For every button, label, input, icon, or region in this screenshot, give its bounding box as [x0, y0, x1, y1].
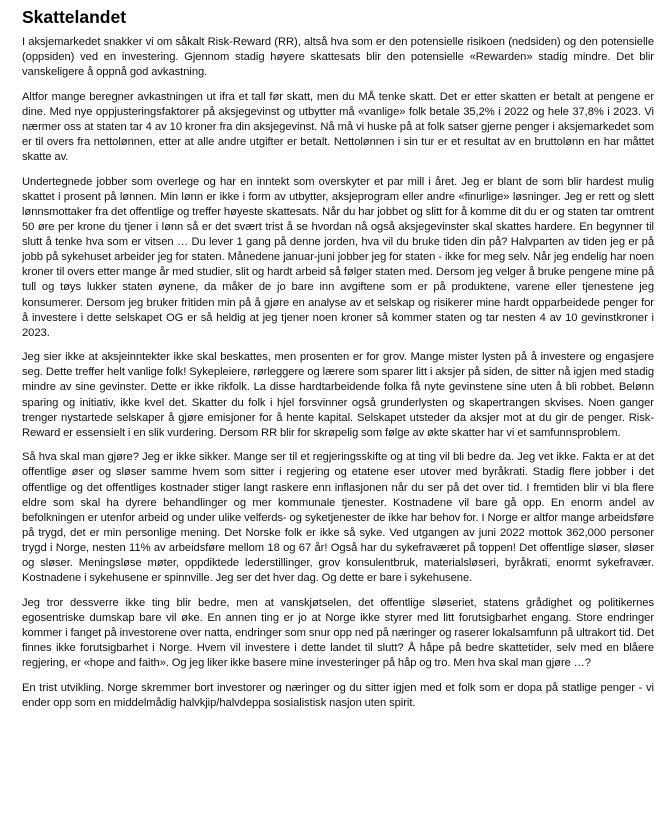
paragraph-conclusion: En trist utvikling. Norge skremmer bort investorer og næringer og du sitter igjen med et folk som er dopa på statlige penger - vi ender opp som en middelmådig halvkjip/halvdeppa sosialistisk nasjon uten spirit.	[22, 681, 654, 709]
document-title: Skattelandet	[22, 7, 127, 27]
paragraph-tax-on-returns: Altfor mange beregner avkastningen ut ifra et tall før skatt, men du MÅ tenke skatt. Det er etter skatten er betalt at pengene er dine. Med nye oppjusteringsfaktorer på aksjegevinst og utbytter må «vanlige» folk betale 35,2% i 2022 og hele 37,8% i 2023. Vi nærmer oss at staten tar 4 av 10 kroner fra din aksjegevinst. Nå må vi huske på at folk satser gjerne penger i aksjemarkedet som er til overs fra nettolønnen, etter at alle andre utgifter er betalt. Nettolønnen i sin tur er et resultat av en bruttolønn en har måttet skatte av.	[22, 90, 654, 164]
paragraph-author-background: Undertegnede jobber som overlege og har en inntekt som overskyter et par mill i året. Jeg er blant de som blir hardest mulig skattet i prosent på lønnen. Min lønn er ikke i form av utbytter, aksjeprogram eller andre «finurlige» løsninger. Jeg er rett og slett lønnsmottaker fra det offentlige og treffer høyeste skattesats. Når du har jobbet og slitt for å komme dit du er og staten tar omtrent 50 øre per krone du tjener i lønn så er det svært trist å se hvordan nå også aksjegevinster skal skattes hardere. En begynner til slutt å tenke hva som er vitsen … Du lever 1 gang på denne jorden, hva vil du bruke tiden din på? Halvparten av tiden jeg er på jobb på sykehuset arbeider jeg for staten. Månedene januar-juni jobber jeg for staten - ikke for meg selv. Når jeg endelig har noen kroner til overs etter mange år med studier, slit og hardt arbeid så følger staten med. Dersom jeg velger å bruke pengene mine på tull og tøys lukker staten øynene, da måker de jo bare inn avgiftene som er på produktene, varene eller tjenestene jeg konsumerer. Dersom jeg bruker fritiden min på å gjøre en analyse av et selskap og risikerer mine hardt opparbeidede penger for å investere i dette selskapet OG er så heldig at jeg tjener noen kroner så kommer staten og tar nesten 4 av 10 gevinstkroner i 2023.	[22, 175, 654, 339]
paragraph-outlook: Jeg tror dessverre ikke ting blir bedre, men at vanskjøtselen, det offentlige sløseriet, statens grådighet og politikernes egosentriske dumskap bare vil øke. En annen ting er jo at Norge ikke styrer med litt forutsigbarhet engang. Store endringer kommer i fanget på investorene over natta, endringer som snur opp ned på næringer og raserer lokalsamfunn på ultrakort tid. Det finnes ikke forutsigbarhet i Norge. Hvem vil investere i dette landet til slutt? Å håpe på bedre skattetider, selv med en blåere regjering, er «hope and faith». Og jeg liker ikke basere mine investeringer på håp og tro. Men hva skal man gjøre …?	[22, 596, 654, 670]
paragraph-what-to-do: Så hva skal man gjøre? Jeg er ikke sikker. Mange ser til et regjeringsskifte og at ting vil bli bedre da. Jeg vet ikke. Fakta er at det offentlige øser og sløser samme hvem som sitter i regjering og etatene eser utover med byråkrati. Stadig flere jobber i det offentlige og det offentliges kostnader stiger langt raskere enn inflasjonen når du ser på det over tid. I fremtiden blir vi bla flere eldre som skal ha dyrere behandlinger og mer kommunale tjenester. Kostnadene vil bare gå opp. En enorm andel av befolkningen er utenfor arbeid og under ulike velferds- og syketjenester de ikke har behov for. I Norge er altfor mange arbeidsføre på trygd, det er min personlige mening. Det Norske folk er ikke så syke. Ved utgangen av juni 2022 mottok 362,000 personer trygd i Norge, nesten 11% av arbeidsføre mellom 18 og 67 år! Også har du sykefraværet på toppen! Det offentlige sløser, sløser og sløser. Meningsløse møter, oppdiktede lederstillinger, grov konsulentbruk, materialsløseri, byråkrati, enormt sykefravær. Kostnadene i sykehusene er spinnville. Jeg ser det hver dag. Og dette er bare i sykehusene.	[22, 451, 654, 585]
paragraph-risk-reward: I aksjemarkedet snakker vi om såkalt Risk-Reward (RR), altså hva som er den potensielle risikoen (nedsiden) og den potensielle (oppsiden) ved en investering. Gjennom stadig høyere skattesats blir den potensielle «Rewarden» stadig mindre. Det blir vanskeligere å oppnå god avkastning.	[22, 36, 654, 79]
paragraph-tax-percentage: Jeg sier ikke at aksjeinntekter ikke skal beskattes, men prosenten er for grov. Mange mister lysten på å investere og engasjere seg. Dette treffer helt vanlige folk! Sykepleiere, rørleggere og lærere som sparer litt i aksjer på siden, de sitter nå igjen med stadig mindre av sine gevinster. Dette er ikke rikfolk. La disse hardtarbeidende folka få nyte gevinstene sine uten å bli robbet. Belønn sparing og initiativ, ikke kvel det. Skatter du folk i hjel forsvinner også grunderlysten og skapertrangen skvises. Noen ganger trenger nystartede selskaper å gjøre emisjoner for å hente kapital. Selskapet utsteder da aksjer mot at du gir de penger. Risk-Reward er essensielt i en slik vurdering. Dersom RR blir for skrøpelig som følge av økte skatter har vi et samfunnsproblem.	[22, 351, 654, 439]
